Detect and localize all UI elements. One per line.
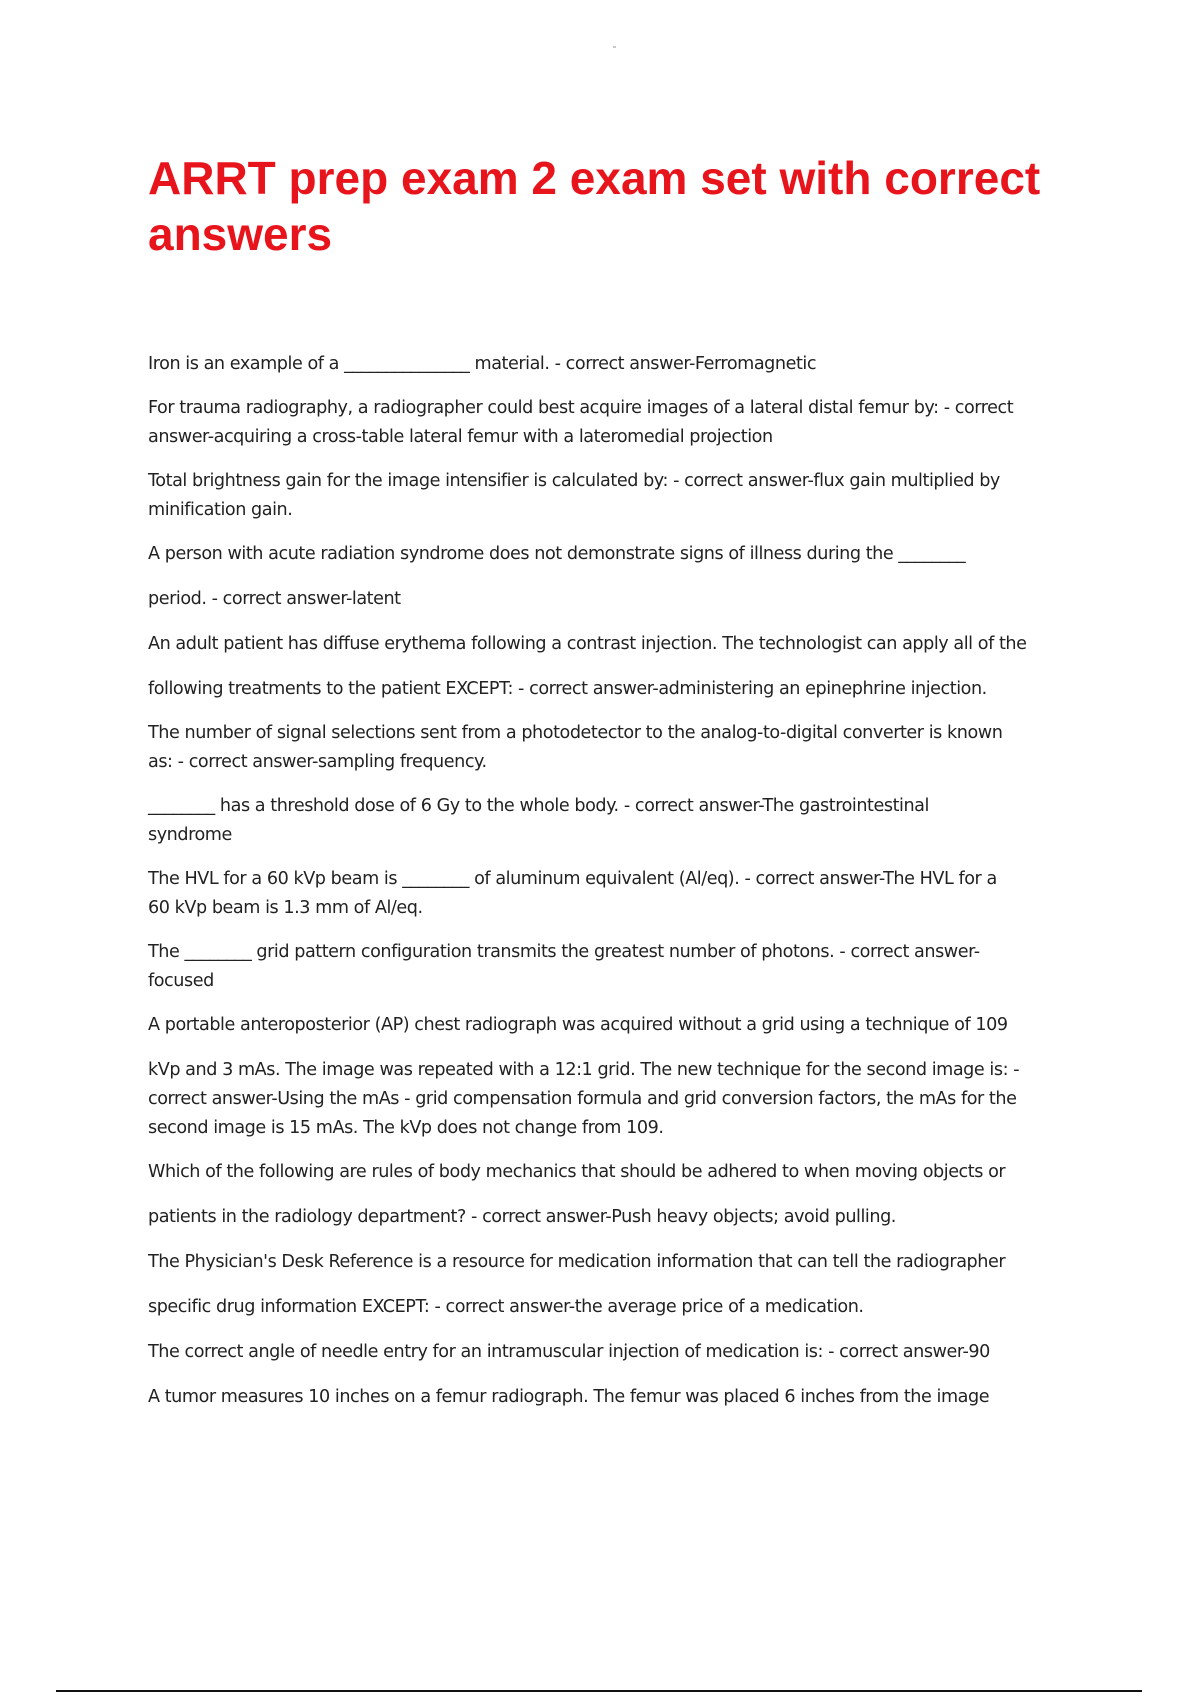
text-line: kVp and 3 mAs. The image was repeated with a 12:1 grid. The new technique for the second image is: - bbox=[148, 1060, 1020, 1080]
text-line: following treatments to the patient EXCEPT: - correct answer-administering an epinephrine injection. bbox=[148, 679, 987, 699]
bottom-rule bbox=[56, 1690, 1142, 1692]
text-line: Total brightness gain for the image intensifier is calculated by: - correct answer-flux gain multiplied by bbox=[148, 471, 1000, 491]
text-line: focused bbox=[148, 971, 214, 991]
text-line: 60 kVp beam is 1.3 mm of Al/eq. bbox=[148, 898, 423, 918]
text-line: correct answer-Using the mAs - grid compensation formula and grid conversion factors, the mAs for the bbox=[148, 1089, 1017, 1109]
text-line: The Physician's Desk Reference is a resource for medication information that can tell the radiographer bbox=[148, 1252, 1006, 1272]
text-line: The correct angle of needle entry for an intramuscular injection of medication is: - correct answer-90 bbox=[148, 1342, 990, 1362]
text-line: specific drug information EXCEPT: - correct answer-the average price of a medication. bbox=[148, 1297, 864, 1317]
text-line: minification gain. bbox=[148, 500, 293, 520]
text-line: second image is 15 mAs. The kVp does not change from 109. bbox=[148, 1118, 664, 1138]
document-title bbox=[148, 150, 1108, 262]
text-line: answer-acquiring a cross-table lateral femur with a lateromedial projection bbox=[148, 427, 773, 447]
text-line: The HVL for a 60 kVp beam is ________ of aluminum equivalent (Al/eq). - correct answer-The HVL for a bbox=[148, 869, 997, 889]
title-line-2: answers bbox=[148, 208, 333, 260]
text-line: period. - correct answer-latent bbox=[148, 589, 401, 609]
text-line: The number of signal selections sent from a photodetector to the analog-to-digital converter is known bbox=[148, 723, 1003, 743]
text-line: A person with acute radiation syndrome does not demonstrate signs of illness during the ________ bbox=[148, 544, 966, 564]
text-line: as: - correct answer-sampling frequency. bbox=[148, 752, 487, 772]
text-line: A portable anteroposterior (AP) chest radiograph was acquired without a grid using a technique of 109 bbox=[148, 1015, 1008, 1035]
text-line: For trauma radiography, a radiographer could best acquire images of a lateral distal femur by: - correct bbox=[148, 398, 1014, 418]
text-line: Iron is an example of a _______________ material. - correct answer-Ferromagnetic bbox=[148, 354, 817, 374]
text-line: syndrome bbox=[148, 825, 232, 845]
top-speck bbox=[613, 46, 616, 48]
text-line: The ________ grid pattern configuration transmits the greatest number of photons. - correct answer- bbox=[148, 942, 980, 962]
text-line: ________ has a threshold dose of 6 Gy to the whole body. - correct answer-The gastrointestinal bbox=[148, 796, 929, 816]
text-line: Which of the following are rules of body mechanics that should be adhered to when moving objects or bbox=[148, 1162, 1006, 1182]
title-line-1: ARRT prep exam 2 exam set with correct bbox=[148, 152, 1041, 204]
text-line: A tumor measures 10 inches on a femur radiograph. The femur was placed 6 inches from the image bbox=[148, 1387, 990, 1407]
text-line: patients in the radiology department? - correct answer-Push heavy objects; avoid pulling. bbox=[148, 1207, 896, 1227]
qa-content bbox=[148, 350, 1088, 1412]
text-line: An adult patient has diffuse erythema following a contrast injection. The technologist can apply all of the bbox=[148, 634, 1027, 654]
